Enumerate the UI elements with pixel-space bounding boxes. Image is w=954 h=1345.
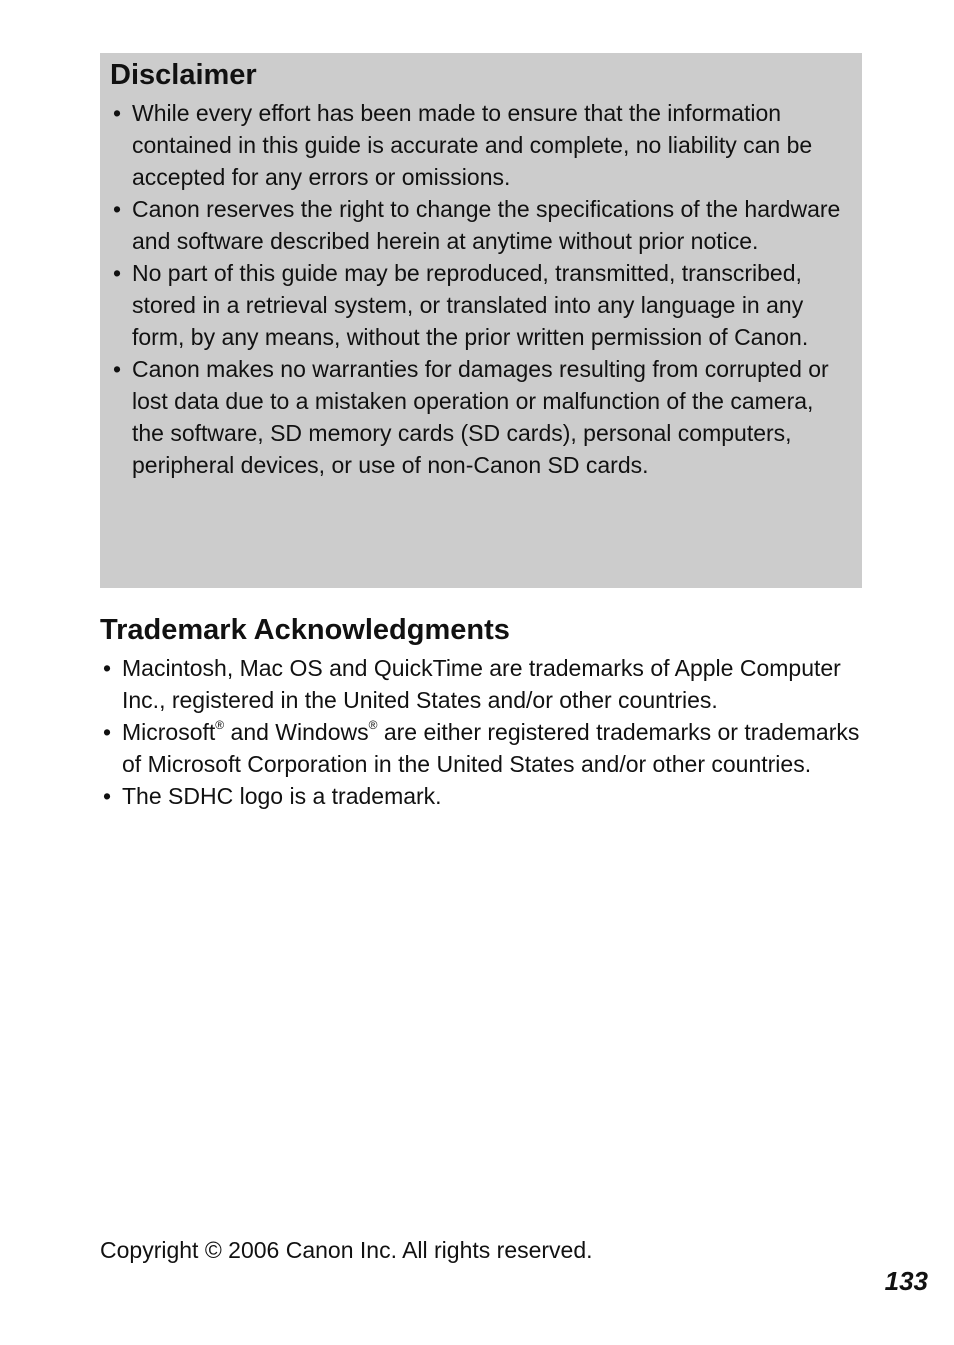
disclaimer-item-text: Canon makes no warranties for damages resulting from corrupted or lost data due to a mistaken operation or malfunction of the camera, the software, SD memory cards (SD cards), personal computers, peripheral devices, or use of non-Canon SD cards.: [132, 356, 829, 478]
disclaimer-item: [110, 193, 848, 257]
disclaimer-box: [100, 53, 862, 588]
bullet-icon: •: [103, 783, 112, 809]
trademark-item: [100, 652, 862, 716]
trademark-item-text: Macintosh, Mac OS and QuickTime are trademarks of Apple Computer Inc., registered in the United States and/or other countries.: [122, 655, 841, 713]
page-number: 133: [884, 1266, 928, 1296]
copyright-notice: Copyright © 2006 Canon Inc. All rights reserved.: [100, 1237, 593, 1263]
trademark-item: [100, 780, 862, 812]
trademark-list: [100, 652, 862, 812]
bullet-icon: •: [113, 356, 122, 382]
disclaimer-list: [110, 97, 848, 481]
bullet-icon: •: [113, 260, 122, 286]
disclaimer-item-text: While every effort has been made to ensure that the information contained in this guide is accurate and complete, no liability can be accepted for any errors or omissions.: [132, 100, 813, 190]
trademark-microsoft-text: Microsoft: [122, 719, 216, 745]
bullet-icon: •: [103, 719, 112, 745]
disclaimer-item-text: No part of this guide may be reproduced, transmitted, transcribed, stored in a retrieval system, or translated into any language in any form, by any means, without the prior written permission of Canon.: [132, 260, 809, 350]
trademark-section: [100, 610, 862, 812]
registered-mark: ®: [368, 718, 378, 732]
disclaimer-heading: Disclaimer: [110, 59, 257, 91]
disclaimer-item: [110, 97, 848, 193]
bullet-icon: •: [113, 196, 122, 222]
bullet-icon: •: [103, 655, 112, 681]
trademark-item: [100, 716, 862, 780]
trademark-rest-text: are either registered trademarks or trademarks of Microsoft Corporation in the United States and/or other countries.: [122, 719, 860, 777]
disclaimer-item: [110, 353, 848, 481]
registered-mark: ®: [215, 718, 225, 732]
bullet-icon: •: [113, 100, 122, 126]
trademark-windows-text: and Windows: [224, 719, 369, 745]
disclaimer-item: [110, 257, 848, 353]
trademark-item-text: The SDHC logo is a trademark.: [122, 783, 442, 809]
trademark-heading: Trademark Acknowledgments: [100, 614, 510, 646]
disclaimer-item-text: Canon reserves the right to change the specifications of the hardware and software described herein at anytime without prior notice.: [132, 196, 841, 254]
